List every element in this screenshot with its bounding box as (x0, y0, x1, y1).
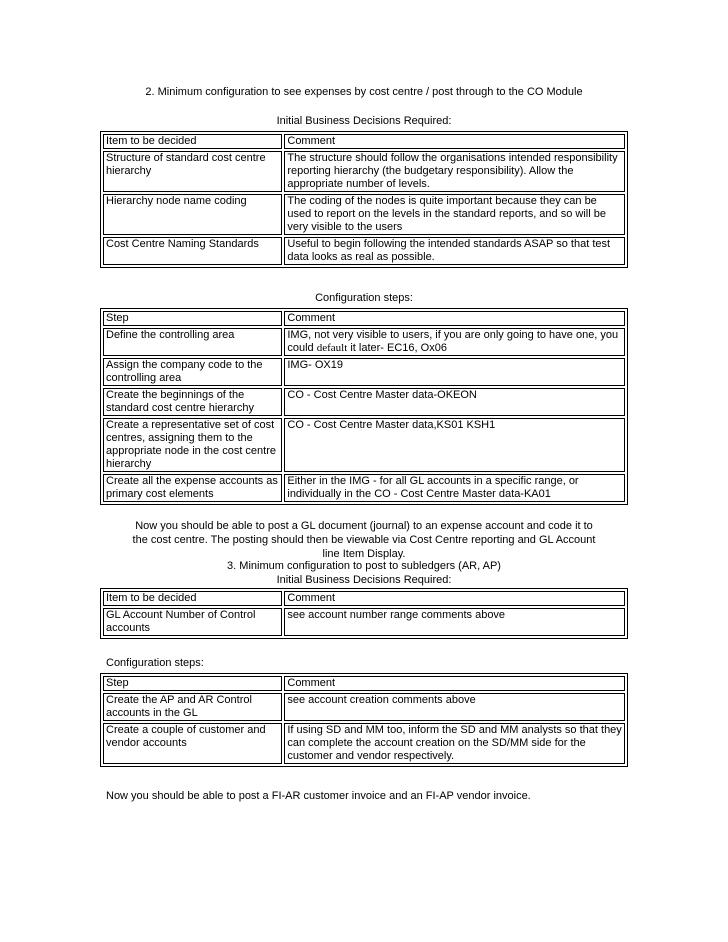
config-title-subledgers: Configuration steps: (106, 657, 204, 669)
item-cell: Hierarchy node name coding (103, 194, 282, 235)
table-row (103, 358, 625, 386)
item-cell: Cost Centre Naming Standards (103, 237, 282, 265)
comment-text-serif: default (316, 342, 348, 354)
header-cell: Step (103, 311, 282, 326)
decisions-title: Initial Business Decisions Required: (276, 115, 452, 127)
closing-line-subledgers: Now you should be able to post a FI-AR customer invoice and an FI-AP vendor invoice. (106, 790, 531, 802)
item-cell: Structure of standard cost centre hierarchy (103, 151, 282, 192)
comment-cell: see account creation comments above (284, 693, 625, 721)
comment-cell: The structure should follow the organisations intended responsibility reporting hierarchy (the budgetary responsibility). Allow the appropriate number of levels. (284, 151, 625, 192)
table-row (103, 151, 625, 192)
step-cell: Assign the company code to the controlling area (103, 358, 282, 386)
header-cell: Item to be decided (103, 134, 282, 149)
header-cell: Step (103, 676, 282, 691)
comment-cell: Useful to begin following the intended standards ASAP so that test data looks as real as possible. (284, 237, 625, 265)
section-3-heading: 3. Minimum configuration to post to subledgers (AR, AP) (227, 560, 501, 572)
table-row (103, 474, 625, 502)
step-cell: Create the beginnings of the standard cost centre hierarchy (103, 388, 282, 416)
comment-text: it later- EC16, Ox06 (347, 342, 447, 354)
comment-cell: If using SD and MM too, inform the SD and MM analysts so that they can complete the account creation on the SD/MM side for the customer and vendor respectively. (284, 723, 625, 764)
table-row (103, 723, 625, 764)
table-row (103, 388, 625, 416)
config-steps-table (100, 308, 628, 505)
closing-paragraph (100, 519, 628, 561)
table-row (103, 693, 625, 721)
table-row (103, 418, 625, 472)
closing-line: Now you should be able to post a GL document (journal) to an expense account and code it to (135, 520, 593, 532)
config-title: Configuration steps: (315, 292, 413, 304)
table-header-row (103, 676, 625, 691)
decisions-table-subledgers (100, 588, 628, 639)
table-row (103, 194, 625, 235)
header-cell: Item to be decided (103, 591, 282, 606)
header-cell: Comment (284, 311, 625, 326)
comment-cell: The coding of the nodes is quite important because they can be used to report on the levels in the standard reports, and so will be very visible to the users (284, 194, 625, 235)
comment-cell: CO - Cost Centre Master data,KS01 KSH1 (284, 418, 625, 472)
table-row (103, 237, 625, 265)
comment-cell: Either in the IMG - for all GL accounts in a specific range, or individually in the CO - Cost Centre Master data-KA01 (284, 474, 625, 502)
table-header-row (103, 134, 625, 149)
comment-cell: IMG- OX19 (284, 358, 625, 386)
step-cell: Create all the expense accounts as primary cost elements (103, 474, 282, 502)
table-header-row (103, 591, 625, 606)
table-row (103, 328, 625, 356)
step-cell: Define the controlling area (103, 328, 282, 356)
closing-line: line Item Display. (322, 548, 406, 560)
header-cell: Comment (284, 591, 625, 606)
config-steps-table-subledgers (100, 673, 628, 767)
header-cell: Comment (284, 134, 625, 149)
section-2-heading: 2. Minimum configuration to see expenses by cost centre / post through to the CO Module (145, 86, 583, 98)
comment-cell: CO - Cost Centre Master data-OKEON (284, 388, 625, 416)
closing-line: the cost centre. The posting should then be viewable via Cost Centre reporting and GL Account (132, 534, 596, 546)
comment-cell (284, 328, 625, 356)
item-cell: GL Account Number of Control accounts (103, 608, 282, 636)
step-cell: Create a couple of customer and vendor accounts (103, 723, 282, 764)
step-cell: Create the AP and AR Control accounts in the GL (103, 693, 282, 721)
comment-text: IMG, not very visible to users, if you are only going to have one, you could (287, 329, 619, 354)
decisions-title: Initial Business Decisions Required: (276, 574, 452, 586)
comment-cell: see account number range comments above (284, 608, 625, 636)
header-cell: Comment (284, 676, 625, 691)
table-row (103, 608, 625, 636)
table-header-row (103, 311, 625, 326)
step-cell: Create a representative set of cost centres, assigning them to the appropriate node in the cost centre hierarchy (103, 418, 282, 472)
decisions-table (100, 131, 628, 268)
